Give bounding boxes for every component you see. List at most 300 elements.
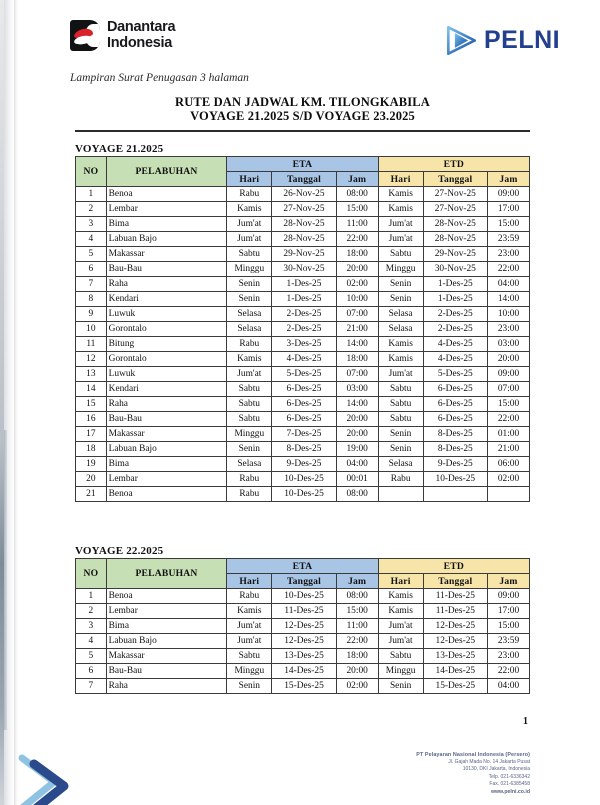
- pelni-chevron-icon: [445, 24, 478, 57]
- cell-no: 6: [76, 262, 107, 277]
- cell-no: 4: [76, 232, 107, 247]
- cell-eta-tgl: 6-Des-25: [272, 382, 336, 397]
- cell-etd-hari: Kamis: [378, 604, 423, 619]
- table-row: [76, 649, 530, 664]
- cell-eta-hari: Kamis: [227, 202, 272, 217]
- cell-eta-jam: 21:00: [336, 322, 378, 337]
- table-row: [76, 202, 530, 217]
- cell-eta-jam: 08:00: [336, 589, 378, 604]
- cell-no: 5: [76, 247, 107, 262]
- cell-no: 8: [76, 292, 107, 307]
- cell-no: 7: [76, 277, 107, 292]
- cell-eta-jam: 11:00: [336, 217, 378, 232]
- cell-no: 3: [76, 619, 107, 634]
- cell-no: 7: [76, 679, 107, 694]
- cell-eta-hari: Kamis: [227, 604, 272, 619]
- col-header-etd-hari: Hari: [378, 574, 423, 589]
- cell-eta-hari: Sabtu: [227, 412, 272, 427]
- cell-eta-tgl: 8-Des-25: [272, 442, 336, 457]
- cell-eta-tgl: 12-Des-25: [272, 634, 336, 649]
- cell-eta-tgl: 28-Nov-25: [272, 232, 336, 247]
- cell-eta-tgl: 10-Des-25: [272, 589, 336, 604]
- cell-no: 5: [76, 649, 107, 664]
- cell-eta-tgl: 11-Des-25: [272, 604, 336, 619]
- cell-eta-jam: 22:00: [336, 634, 378, 649]
- cell-eta-jam: 19:00: [336, 442, 378, 457]
- schedule-body-voyage-22: [76, 589, 530, 694]
- cell-eta-jam: 02:00: [336, 277, 378, 292]
- cell-eta-hari: Selasa: [227, 307, 272, 322]
- cell-eta-jam: 02:00: [336, 679, 378, 694]
- table-row: [76, 472, 530, 487]
- cell-no: 1: [76, 589, 107, 604]
- cell-eta-hari: Sabtu: [227, 247, 272, 262]
- cell-etd-tgl: [423, 487, 487, 502]
- cell-eta-tgl: 6-Des-25: [272, 412, 336, 427]
- cell-etd-jam: 23:00: [488, 322, 530, 337]
- col-header-etd-tanggal: Tanggal: [423, 172, 487, 187]
- cell-etd-tgl: 15-Des-25: [423, 679, 487, 694]
- cell-etd-hari: Senin: [378, 292, 423, 307]
- table-row: [76, 217, 530, 232]
- cell-port: Labuan Bajo: [106, 232, 227, 247]
- cell-etd-jam: 03:00: [488, 337, 530, 352]
- cell-etd-tgl: 6-Des-25: [423, 412, 487, 427]
- col-header-etd-tanggal: Tanggal: [423, 574, 487, 589]
- cell-port: Raha: [106, 277, 227, 292]
- cell-etd-jam: 22:00: [488, 412, 530, 427]
- pelni-logo: [445, 24, 560, 57]
- cell-eta-hari: Rabu: [227, 187, 272, 202]
- cell-etd-tgl: 8-Des-25: [423, 427, 487, 442]
- col-header-etd: ETD: [378, 157, 529, 172]
- table-row: [76, 337, 530, 352]
- table-header-group-row: [76, 157, 530, 172]
- cell-eta-jam: 14:00: [336, 397, 378, 412]
- cell-no: 10: [76, 322, 107, 337]
- cell-etd-hari: Selasa: [378, 307, 423, 322]
- cell-etd-hari: Senin: [378, 679, 423, 694]
- cell-port: Raha: [106, 679, 227, 694]
- cell-eta-jam: 10:00: [336, 292, 378, 307]
- cell-etd-hari: Sabtu: [378, 397, 423, 412]
- cell-eta-hari: Senin: [227, 292, 272, 307]
- table-row: [76, 187, 530, 202]
- col-header-pelabuhan: PELABUHAN: [106, 157, 227, 187]
- cell-eta-hari: Jum'at: [227, 217, 272, 232]
- cell-etd-hari: Selasa: [378, 322, 423, 337]
- cell-etd-tgl: 28-Nov-25: [423, 232, 487, 247]
- cell-eta-jam: 20:00: [336, 262, 378, 277]
- scan-edge-border: [0, 0, 4, 805]
- voyage-label-22: VOYAGE 22.2025: [75, 545, 164, 557]
- cell-etd-tgl: 1-Des-25: [423, 277, 487, 292]
- cell-port: Kendari: [106, 382, 227, 397]
- cell-etd-hari: Sabtu: [378, 247, 423, 262]
- schedule-table-voyage-22: [75, 558, 530, 694]
- col-header-etd-jam: Jam: [488, 574, 530, 589]
- cell-port: Lembar: [106, 202, 227, 217]
- cell-etd-jam: 04:00: [488, 679, 530, 694]
- footer-telephone: Telp. 021-6336342: [488, 773, 530, 780]
- cell-eta-jam: 08:00: [336, 487, 378, 502]
- page-shadow: [14, 0, 18, 805]
- col-header-no: NO: [76, 559, 107, 589]
- cell-etd-tgl: 6-Des-25: [423, 382, 487, 397]
- cell-eta-hari: Rabu: [227, 472, 272, 487]
- danantara-mark-icon: [70, 20, 100, 51]
- cell-etd-hari: Senin: [378, 277, 423, 292]
- cell-etd-jam: 02:00: [488, 472, 530, 487]
- danantara-logo-text: [107, 20, 175, 51]
- cell-eta-tgl: 26-Nov-25: [272, 187, 336, 202]
- cell-eta-tgl: 14-Des-25: [272, 664, 336, 679]
- table-row: [76, 589, 530, 604]
- page-number: 1: [523, 716, 528, 727]
- cell-eta-tgl: 10-Des-25: [272, 487, 336, 502]
- cell-eta-hari: Selasa: [227, 457, 272, 472]
- cell-eta-hari: Senin: [227, 679, 272, 694]
- col-header-no: NO: [76, 157, 107, 187]
- table-row: [76, 292, 530, 307]
- cell-eta-tgl: 12-Des-25: [272, 619, 336, 634]
- cell-port: Makassar: [106, 427, 227, 442]
- cell-eta-tgl: 29-Nov-25: [272, 247, 336, 262]
- cell-etd-tgl: 12-Des-25: [423, 619, 487, 634]
- cell-port: Lembar: [106, 604, 227, 619]
- table-row: [76, 397, 530, 412]
- cell-etd-tgl: 1-Des-25: [423, 292, 487, 307]
- table-row: [76, 352, 530, 367]
- cell-eta-jam: 08:00: [336, 187, 378, 202]
- col-header-eta: ETA: [227, 157, 378, 172]
- cell-port: Bau-Bau: [106, 664, 227, 679]
- cell-etd-hari: Jum'at: [378, 232, 423, 247]
- cell-etd-jam: 17:00: [488, 202, 530, 217]
- cell-eta-jam: 22:00: [336, 232, 378, 247]
- table-row: [76, 442, 530, 457]
- cell-no: 20: [76, 472, 107, 487]
- cell-eta-jam: 07:00: [336, 367, 378, 382]
- cell-eta-hari: Sabtu: [227, 649, 272, 664]
- cell-etd-hari: Sabtu: [378, 412, 423, 427]
- footer-company-name: PT Pelayaran Nasional Indonesia (Persero): [416, 752, 530, 758]
- cell-eta-hari: Sabtu: [227, 382, 272, 397]
- table-row: [76, 307, 530, 322]
- cell-etd-jam: 09:00: [488, 187, 530, 202]
- cell-no: 15: [76, 397, 107, 412]
- table-header-group-row: [76, 559, 530, 574]
- table-row: [76, 487, 530, 502]
- cell-eta-hari: Selasa: [227, 322, 272, 337]
- cell-etd-tgl: 6-Des-25: [423, 397, 487, 412]
- cell-eta-jam: 18:00: [336, 352, 378, 367]
- cell-etd-jam: 22:00: [488, 664, 530, 679]
- cell-eta-hari: Minggu: [227, 427, 272, 442]
- cell-no: 6: [76, 664, 107, 679]
- cell-etd-jam: 22:00: [488, 262, 530, 277]
- cell-eta-tgl: 4-Des-25: [272, 352, 336, 367]
- cell-eta-jam: 18:00: [336, 247, 378, 262]
- col-header-etd: ETD: [378, 559, 529, 574]
- table-row: [76, 367, 530, 382]
- cell-port: Bima: [106, 217, 227, 232]
- cell-eta-hari: Jum'at: [227, 232, 272, 247]
- cell-etd-hari: Jum'at: [378, 634, 423, 649]
- cell-no: 18: [76, 442, 107, 457]
- cell-etd-hari: Jum'at: [378, 217, 423, 232]
- cell-eta-tgl: 10-Des-25: [272, 472, 336, 487]
- cell-eta-hari: Sabtu: [227, 397, 272, 412]
- footer-address-line-2: 10130, DKI Jakarta, Indonesia: [462, 766, 530, 773]
- cell-etd-jam: 15:00: [488, 619, 530, 634]
- cell-etd-tgl: 29-Nov-25: [423, 247, 487, 262]
- cell-etd-hari: Jum'at: [378, 367, 423, 382]
- pelni-watermark-icon: [18, 742, 98, 805]
- col-header-etd-hari: Hari: [378, 172, 423, 187]
- cell-etd-jam: 17:00: [488, 604, 530, 619]
- pelni-logo-text: PELNI: [484, 26, 561, 54]
- cell-etd-tgl: 5-Des-25: [423, 367, 487, 382]
- cell-no: 3: [76, 217, 107, 232]
- cell-no: 14: [76, 382, 107, 397]
- danantara-logo: [70, 20, 175, 51]
- voyage-label-21: VOYAGE 21.2025: [75, 143, 164, 155]
- cell-port: Gorontalo: [106, 322, 227, 337]
- attachment-note: Lampiran Surat Penugasan 3 halaman: [70, 72, 249, 84]
- cell-etd-jam: 21:00: [488, 442, 530, 457]
- cell-port: Benoa: [106, 589, 227, 604]
- cell-eta-hari: Jum'at: [227, 367, 272, 382]
- cell-eta-jam: 20:00: [336, 664, 378, 679]
- cell-eta-hari: Minggu: [227, 262, 272, 277]
- col-header-pelabuhan: PELABUHAN: [106, 559, 227, 589]
- table-row: [76, 427, 530, 442]
- cell-etd-jam: 07:00: [488, 382, 530, 397]
- cell-etd-tgl: 30-Nov-25: [423, 262, 487, 277]
- cell-eta-jam: 00:01: [336, 472, 378, 487]
- cell-no: 2: [76, 202, 107, 217]
- cell-etd-hari: Kamis: [378, 589, 423, 604]
- cell-etd-jam: 01:00: [488, 427, 530, 442]
- cell-eta-jam: 20:00: [336, 412, 378, 427]
- table-row: [76, 664, 530, 679]
- cell-no: 16: [76, 412, 107, 427]
- col-header-etd-jam: Jam: [488, 172, 530, 187]
- cell-etd-tgl: 28-Nov-25: [423, 217, 487, 232]
- cell-port: Raha: [106, 397, 227, 412]
- table-row: [76, 457, 530, 472]
- table-row: [76, 412, 530, 427]
- table-row: [76, 232, 530, 247]
- page-title: [75, 96, 530, 123]
- cell-eta-jam: 14:00: [336, 337, 378, 352]
- footer-fax: Fax. 021-6385458: [489, 780, 530, 787]
- cell-etd-hari: Jum'at: [378, 619, 423, 634]
- cell-eta-tgl: 13-Des-25: [272, 649, 336, 664]
- cell-eta-hari: Jum'at: [227, 619, 272, 634]
- cell-no: 2: [76, 604, 107, 619]
- cell-etd-tgl: 9-Des-25: [423, 457, 487, 472]
- col-header-eta-jam: Jam: [336, 172, 378, 187]
- table-row: [76, 262, 530, 277]
- cell-eta-jam: 15:00: [336, 604, 378, 619]
- cell-no: 9: [76, 307, 107, 322]
- cell-etd-tgl: 27-Nov-25: [423, 187, 487, 202]
- col-header-eta-tanggal: Tanggal: [272, 172, 336, 187]
- cell-port: Luwuk: [106, 307, 227, 322]
- cell-port: Benoa: [106, 187, 227, 202]
- cell-etd-hari: Rabu: [378, 472, 423, 487]
- cell-port: Bitung: [106, 337, 227, 352]
- cell-etd-hari: Minggu: [378, 262, 423, 277]
- cell-port: Bau-Bau: [106, 262, 227, 277]
- cell-etd-jam: 14:00: [488, 292, 530, 307]
- cell-etd-tgl: 11-Des-25: [423, 589, 487, 604]
- cell-etd-tgl: 12-Des-25: [423, 634, 487, 649]
- cell-eta-jam: 04:00: [336, 457, 378, 472]
- cell-eta-tgl: 9-Des-25: [272, 457, 336, 472]
- table-row: [76, 604, 530, 619]
- cell-eta-jam: 18:00: [336, 649, 378, 664]
- cell-eta-hari: Rabu: [227, 487, 272, 502]
- col-header-eta-hari: Hari: [227, 172, 272, 187]
- cell-etd-hari: Kamis: [378, 202, 423, 217]
- cell-port: Labuan Bajo: [106, 442, 227, 457]
- schedule-body-voyage-21: [76, 187, 530, 502]
- cell-etd-jam: 15:00: [488, 397, 530, 412]
- cell-etd-hari: Kamis: [378, 337, 423, 352]
- cell-eta-tgl: 27-Nov-25: [272, 202, 336, 217]
- cell-eta-tgl: 3-Des-25: [272, 337, 336, 352]
- cell-no: 21: [76, 487, 107, 502]
- cell-etd-jam: 15:00: [488, 217, 530, 232]
- table-row: [76, 322, 530, 337]
- cell-etd-tgl: 8-Des-25: [423, 442, 487, 457]
- cell-etd-hari: Selasa: [378, 457, 423, 472]
- table-row: [76, 619, 530, 634]
- cell-eta-hari: Jum'at: [227, 634, 272, 649]
- cell-eta-jam: 11:00: [336, 619, 378, 634]
- cell-no: 4: [76, 634, 107, 649]
- cell-eta-hari: Rabu: [227, 337, 272, 352]
- cell-etd-hari: Senin: [378, 427, 423, 442]
- col-header-eta-hari: Hari: [227, 574, 272, 589]
- table-row: [76, 277, 530, 292]
- cell-etd-tgl: 4-Des-25: [423, 352, 487, 367]
- cell-eta-tgl: 7-Des-25: [272, 427, 336, 442]
- cell-eta-tgl: 2-Des-25: [272, 307, 336, 322]
- cell-etd-jam: [488, 487, 530, 502]
- cell-eta-hari: Senin: [227, 277, 272, 292]
- title-line-2: VOYAGE 21.2025 S/D VOYAGE 23.2025: [190, 108, 415, 123]
- table-row: [76, 247, 530, 262]
- cell-eta-tgl: 6-Des-25: [272, 397, 336, 412]
- cell-port: Lembar: [106, 472, 227, 487]
- cell-eta-hari: Rabu: [227, 589, 272, 604]
- cell-eta-tgl: 15-Des-25: [272, 679, 336, 694]
- cell-port: Labuan Bajo: [106, 634, 227, 649]
- cell-etd-jam: 06:00: [488, 457, 530, 472]
- cell-eta-tgl: 2-Des-25: [272, 322, 336, 337]
- cell-port: Benoa: [106, 487, 227, 502]
- cell-etd-tgl: 14-Des-25: [423, 664, 487, 679]
- cell-eta-hari: Minggu: [227, 664, 272, 679]
- danantara-logo-line1: Danantara: [107, 19, 176, 35]
- cell-eta-tgl: 30-Nov-25: [272, 262, 336, 277]
- cell-etd-tgl: 13-Des-25: [423, 649, 487, 664]
- table-row: [76, 679, 530, 694]
- cell-etd-jam: 10:00: [488, 307, 530, 322]
- cell-etd-jam: 23:59: [488, 232, 530, 247]
- cell-etd-tgl: 2-Des-25: [423, 307, 487, 322]
- title-divider: [75, 130, 530, 132]
- cell-etd-hari: Kamis: [378, 187, 423, 202]
- cell-etd-hari: [378, 487, 423, 502]
- cell-etd-jam: 20:00: [488, 352, 530, 367]
- cell-etd-tgl: 11-Des-25: [423, 604, 487, 619]
- cell-no: 13: [76, 367, 107, 382]
- table-row: [76, 382, 530, 397]
- footer-website: www.pelni.co.id: [490, 789, 530, 796]
- cell-etd-tgl: 10-Des-25: [423, 472, 487, 487]
- cell-eta-jam: 07:00: [336, 307, 378, 322]
- cell-port: Bima: [106, 619, 227, 634]
- cell-port: Bau-Bau: [106, 412, 227, 427]
- col-header-eta: ETA: [227, 559, 378, 574]
- col-header-eta-jam: Jam: [336, 574, 378, 589]
- cell-etd-hari: Minggu: [378, 664, 423, 679]
- cell-no: 1: [76, 187, 107, 202]
- title-line-1: RUTE DAN JADWAL KM. TILONGKABILA: [175, 95, 430, 109]
- cell-etd-jam: 23:59: [488, 634, 530, 649]
- cell-eta-hari: Kamis: [227, 352, 272, 367]
- cell-etd-jam: 09:00: [488, 589, 530, 604]
- cell-port: Makassar: [106, 247, 227, 262]
- cell-port: Kendari: [106, 292, 227, 307]
- cell-etd-jam: 23:00: [488, 649, 530, 664]
- cell-etd-hari: Sabtu: [378, 649, 423, 664]
- cell-etd-tgl: 27-Nov-25: [423, 202, 487, 217]
- table-row: [76, 634, 530, 649]
- cell-etd-hari: Senin: [378, 442, 423, 457]
- footer-address-line-1: Jl. Gajah Mada No. 14 Jakarta Pusat: [448, 759, 530, 766]
- cell-port: Bima: [106, 457, 227, 472]
- cell-eta-tgl: 28-Nov-25: [272, 217, 336, 232]
- footer-address: [416, 752, 530, 796]
- cell-etd-hari: Kamis: [378, 352, 423, 367]
- cell-no: 12: [76, 352, 107, 367]
- cell-eta-hari: Senin: [227, 442, 272, 457]
- cell-port: Gorontalo: [106, 352, 227, 367]
- cell-no: 17: [76, 427, 107, 442]
- cell-port: Makassar: [106, 649, 227, 664]
- cell-no: 19: [76, 457, 107, 472]
- cell-eta-tgl: 5-Des-25: [272, 367, 336, 382]
- cell-etd-hari: Sabtu: [378, 382, 423, 397]
- col-header-eta-tanggal: Tanggal: [272, 574, 336, 589]
- cell-eta-tgl: 1-Des-25: [272, 277, 336, 292]
- cell-eta-jam: 20:00: [336, 427, 378, 442]
- cell-etd-jam: 23:00: [488, 247, 530, 262]
- cell-port: Luwuk: [106, 367, 227, 382]
- cell-no: 11: [76, 337, 107, 352]
- cell-etd-tgl: 2-Des-25: [423, 322, 487, 337]
- danantara-logo-line2: Indonesia: [107, 34, 172, 51]
- cell-eta-tgl: 1-Des-25: [272, 292, 336, 307]
- cell-etd-jam: 09:00: [488, 367, 530, 382]
- cell-etd-tgl: 4-Des-25: [423, 337, 487, 352]
